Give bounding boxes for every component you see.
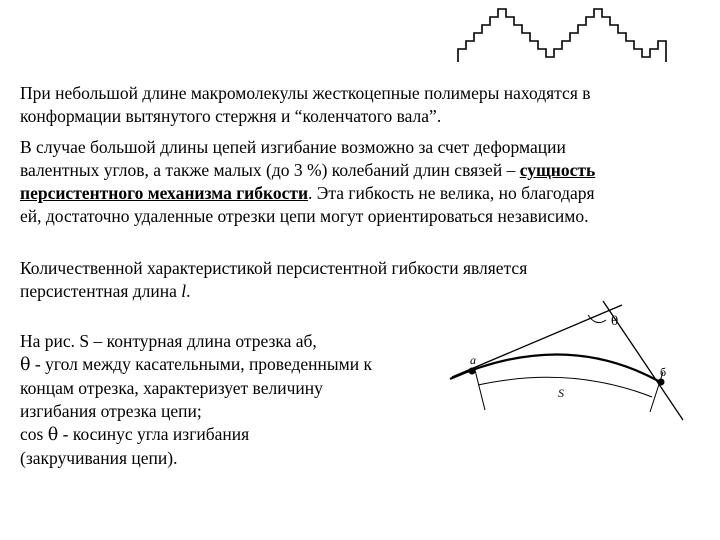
paragraph4-line4: изгибания отрезка цепи; [20, 401, 202, 421]
crankshaft-chain-line [458, 9, 666, 62]
theta-symbol: θ [47, 425, 59, 445]
paragraph4-line1: На рис. S – контурная длина отрезка аб, [20, 331, 317, 351]
paragraph4-line6: (закручивания цепи). [20, 448, 178, 468]
paragraph-extended-conformation [20, 82, 591, 128]
tangent-line-a [452, 305, 622, 377]
paragraph1-line2: конформации вытянутого стержня и “коленчатого вала”. [20, 106, 442, 126]
point-b [658, 379, 665, 386]
paragraph2-bold-term-part1: сущность [519, 160, 596, 180]
chain-contour-arc [450, 354, 662, 383]
paragraph4-line5-end: - косинус угла изгибания [58, 424, 250, 444]
paragraph3-line2: персистентная длина [20, 281, 182, 301]
paragraph4-line2: - угол между касательными, проведенными к [30, 354, 372, 374]
paragraph2-line1: В случае большой длины цепей изгибание возможно за счет деформации [20, 137, 566, 157]
chain-segment-diagram [440, 290, 710, 430]
paragraph2-line3-end: . Эта гибкость не велика, но благодаря [308, 183, 595, 203]
label-s: S [558, 386, 564, 400]
paragraph2-bold-term-part2: персистентного механизма гибкости [20, 183, 309, 203]
label-b: б [660, 365, 667, 379]
label-a: a [470, 353, 476, 367]
paragraph-figure-explanation [20, 330, 372, 470]
paragraph1-line1: При небольшой длине макромолекулы жесткоцепные полимеры находятся в [20, 83, 591, 103]
contour-length-arc [478, 377, 652, 397]
paragraph-persistent-mechanism [20, 136, 595, 228]
paragraph3-line2-end: . [186, 281, 191, 301]
theta-symbol: θ [20, 355, 31, 375]
paragraph3-line1: Количественной характеристикой персистентной гибкости является [20, 258, 528, 278]
paragraph2-line2: валентных углов, а также малых (до 3 %) колебаний длин связей – [20, 160, 520, 180]
dimension-tick-a [475, 370, 485, 410]
label-theta: θ [611, 314, 619, 328]
crankshaft-chain-illustration [0, 0, 720, 70]
paragraph4-line3: концам отрезка, характеризует величину [20, 378, 323, 398]
paragraph4-line5-start: cos [20, 424, 48, 444]
persistent-length-variable: l [181, 281, 187, 301]
paragraph2-line4: ей, достаточно удаленные отрезки цепи могут ориентироваться независимо. [20, 206, 589, 226]
point-a [469, 368, 476, 375]
